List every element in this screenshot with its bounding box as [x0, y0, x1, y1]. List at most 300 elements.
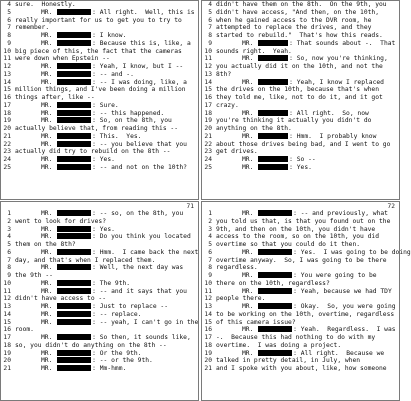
line-text [216, 303, 397, 311]
line-number: 16 [204, 326, 212, 334]
transcript-line [1, 63, 198, 71]
line-text [15, 365, 196, 373]
redaction-bar [258, 40, 288, 46]
transcript-line [202, 288, 399, 296]
spoken-text: : -- I was doing, like, a [92, 78, 187, 86]
redaction-bar [57, 32, 91, 38]
spoken-text: overtime. I was doing a project. [216, 341, 342, 349]
spoken-text: : Yeah, I know I replaced [289, 78, 384, 86]
redaction-bar [258, 272, 292, 278]
line-text [15, 218, 196, 226]
line-number: 5 [7, 241, 11, 248]
line-number: 11 [204, 55, 212, 63]
transcript-line [202, 226, 399, 234]
line-number: 22 [3, 140, 11, 148]
line-number: 15 [3, 86, 11, 94]
line-text [216, 233, 397, 241]
line-text [216, 311, 397, 319]
line-text [216, 63, 397, 71]
line-number: 12 [204, 295, 212, 303]
transcript-line [1, 48, 198, 56]
speaker-label: MR. [41, 248, 53, 256]
transcript-line [202, 17, 399, 25]
spoken-text: : Yes. [92, 225, 115, 233]
redaction-bar [57, 71, 91, 77]
line-number: 17 [204, 334, 212, 341]
transcript-line [1, 79, 198, 87]
line-text [15, 17, 196, 25]
spoken-text: : All right. So, now [289, 109, 369, 117]
spoken-text: access to the room, so on the 10th, you did [216, 233, 380, 241]
transcript-line [202, 264, 399, 272]
line-number: 11 [204, 287, 212, 295]
transcript-line [1, 71, 198, 79]
line-number: 2 [208, 217, 212, 225]
transcript-line [202, 102, 399, 110]
spoken-text: : So, on the 8th, you [92, 117, 172, 125]
line-text [15, 117, 196, 125]
line-number: 20 [204, 125, 212, 132]
line-number: 4 [208, 233, 212, 241]
transcript-line [1, 326, 198, 334]
redaction-bar [57, 141, 91, 147]
spoken-text: people there. [216, 295, 266, 303]
line-text [15, 164, 196, 172]
redaction-bar [258, 249, 292, 255]
transcript-line [202, 233, 399, 241]
line-text [216, 133, 397, 141]
spoken-text: : All right. Because we [293, 349, 385, 357]
speaker-label: MR. [41, 63, 53, 71]
spoken-text: : Yeah, because we had TDY [293, 287, 392, 295]
redaction-bar [57, 110, 91, 116]
speaker-label: MR. [41, 70, 53, 78]
transcript-line [1, 32, 198, 40]
transcript-line [1, 218, 198, 226]
transcript-line [1, 288, 198, 296]
spoken-text: about those drives being bad, and I went to go [216, 140, 391, 148]
transcript-line [1, 164, 198, 172]
spoken-text: : -- and previously, what [293, 210, 388, 218]
spoken-text: : Mm-hmm. [92, 365, 127, 373]
line-number: 5 [7, 8, 11, 16]
line-text [216, 280, 397, 288]
speaker-label: MR. [242, 55, 254, 63]
line-number: 3 [7, 225, 11, 233]
speaker-label: MR. [41, 32, 53, 40]
line-text [216, 55, 397, 63]
line-text [15, 71, 196, 79]
speaker-label: MR. [242, 303, 254, 311]
line-number: 6 [7, 248, 11, 256]
line-number: 4 [208, 1, 212, 8]
spoken-text: you're thinking it actually you didn't do [216, 117, 372, 125]
transcript-line [1, 241, 198, 249]
redaction-bar [258, 79, 288, 85]
spoken-text: : I know. [92, 32, 127, 40]
redaction-bar [57, 233, 91, 239]
spoken-text: : Just to replace -- [92, 303, 168, 311]
speaker-label: MR. [41, 101, 53, 109]
speaker-label: MR. [242, 39, 254, 47]
line-number: 21 [3, 365, 11, 372]
spoken-text: to be working on the 10th, overtime, regardless [216, 310, 395, 318]
line-number: 1 [7, 210, 11, 217]
line-number: 9 [7, 39, 11, 47]
spoken-text: there on the 10th, regardless? [216, 279, 330, 287]
redaction-bar [57, 311, 91, 317]
spoken-text: : -- you believe that you [92, 140, 187, 148]
line-number: 25 [204, 163, 212, 171]
spoken-text: didn't have access, "And then, on the 10th, [216, 8, 380, 16]
line-text [15, 63, 196, 71]
line-text [216, 24, 397, 32]
spoken-text: went to look for drives? [15, 217, 106, 225]
transcript-line [1, 24, 198, 32]
transcript-line [202, 357, 399, 365]
line-text [15, 102, 196, 110]
line-text [15, 233, 196, 241]
line-number: 12 [3, 63, 11, 70]
spoken-text: : Hmm. I probably know [289, 132, 377, 140]
transcript-line [1, 257, 198, 265]
redaction-bar [258, 288, 292, 294]
redaction-bar [258, 350, 292, 356]
redaction-bar [57, 63, 91, 69]
transcript-line [202, 71, 399, 79]
line-text [15, 257, 196, 265]
line-text [15, 156, 196, 164]
spoken-text: : The 9th. [92, 279, 131, 287]
line-number: 16 [3, 326, 11, 334]
line-number: 11 [3, 55, 11, 63]
speaker-label: MR. [41, 117, 53, 125]
transcript-line [202, 319, 399, 327]
speaker-label: MR. [41, 39, 53, 47]
line-text [216, 257, 397, 265]
line-number: 3 [208, 225, 212, 233]
transcript-line [202, 79, 399, 87]
line-text [15, 272, 196, 280]
line-number: 9 [208, 39, 212, 47]
line-number: 11 [3, 287, 11, 295]
spoken-text: regardless. [216, 264, 258, 272]
line-text [216, 9, 397, 17]
spoken-text: big piece of this, the fact that the cameras [15, 47, 182, 55]
spoken-text: the drives on the 10th, because that's when [216, 86, 380, 94]
speaker-label: MR. [242, 78, 254, 86]
line-text [15, 295, 196, 303]
line-text [15, 141, 196, 149]
transcript-lines [202, 1, 399, 172]
spoken-text: them on the 8th? [15, 241, 76, 248]
transcript-line [1, 295, 198, 303]
transcript-line [1, 272, 198, 280]
line-number: 15 [204, 318, 212, 326]
line-text [15, 350, 196, 358]
line-text [216, 86, 397, 94]
spoken-text: anything on the 8th. [216, 125, 292, 132]
line-text [216, 125, 397, 133]
spoken-text: 9th, and then on the 10th, you didn't have [216, 225, 376, 233]
line-text [216, 94, 397, 102]
spoken-text: room. [15, 326, 34, 334]
redaction-bar [57, 303, 91, 309]
line-number: 15 [204, 86, 212, 94]
redaction-bar [57, 249, 91, 255]
line-text [15, 32, 196, 40]
speaker-label: MR. [41, 225, 53, 233]
spoken-text: so, you didn't do anything on the 8th -- [15, 341, 167, 349]
redaction-bar [57, 210, 91, 216]
line-text [15, 248, 199, 257]
line-text [216, 342, 397, 350]
line-number: 13 [3, 70, 11, 78]
line-text [15, 48, 196, 56]
transcript-line [1, 280, 198, 288]
transcript-line [1, 319, 198, 327]
line-text [216, 40, 397, 48]
line-text [216, 141, 397, 149]
line-text [15, 110, 196, 118]
spoken-text: of this camera issue? [216, 318, 296, 326]
page-number: 72 [387, 203, 395, 210]
speaker-label: MR. [41, 287, 53, 295]
speaker-label: MR. [41, 163, 53, 171]
line-number: 20 [3, 357, 11, 365]
line-text [15, 133, 196, 141]
redaction-bar [57, 40, 91, 46]
transcript-line [202, 117, 399, 125]
line-text [216, 319, 397, 327]
line-number: 4 [7, 233, 11, 241]
transcript-line [202, 311, 399, 319]
transcript-line [202, 164, 399, 172]
spoken-text: : Well, the next day was [92, 264, 184, 272]
redaction-bar [57, 117, 91, 123]
redaction-bar [258, 110, 288, 116]
line-text [15, 280, 196, 288]
line-number: 19 [3, 117, 11, 125]
line-number: 7 [208, 256, 212, 264]
line-number: 24 [204, 156, 212, 163]
line-number: 21 [204, 365, 212, 372]
line-number: 16 [3, 94, 11, 101]
line-number: 6 [208, 16, 212, 24]
spoken-text: get drives. [216, 148, 258, 156]
redaction-bar [57, 288, 91, 294]
line-number: 8 [7, 264, 11, 272]
spoken-text: didn't have them on the 8th. On the 9th, you [216, 1, 387, 8]
transcript-line [202, 110, 399, 118]
transcript-line [202, 257, 399, 265]
speaker-label: MR. [41, 233, 53, 241]
line-number: 19 [204, 117, 212, 125]
transcript-line [1, 342, 198, 350]
transcript-line [1, 303, 198, 311]
line-number: 21 [3, 132, 11, 140]
transcript-line [202, 365, 399, 373]
line-number: 10 [204, 47, 212, 55]
transcript-lines [202, 210, 411, 373]
speaker-label: MR. [242, 248, 254, 256]
transcript-page [0, 0, 199, 200]
spoken-text: : Yeah. Regardless. I was [293, 326, 396, 334]
line-text [216, 110, 397, 118]
page-number: 71 [186, 203, 194, 210]
line-text [15, 79, 196, 87]
transcript-line [1, 1, 198, 9]
line-number: 6 [7, 16, 11, 24]
line-number: 13 [204, 70, 212, 78]
line-number: 7 [7, 256, 11, 264]
speaker-label: MR. [41, 109, 53, 117]
spoken-text: : -- this happened. [92, 109, 165, 117]
redaction-bar [57, 156, 91, 162]
line-text [15, 357, 196, 365]
line-text [15, 226, 196, 234]
line-number: 19 [204, 349, 212, 357]
line-text [216, 264, 397, 272]
speaker-label: MR. [242, 109, 254, 117]
transcript-line [202, 148, 399, 156]
line-number: 12 [3, 295, 11, 303]
redaction-bar [258, 326, 292, 332]
line-text [216, 365, 397, 373]
spoken-text: : Because this is, like, a [92, 39, 191, 47]
transcript-line [202, 218, 399, 226]
line-number: 25 [3, 163, 11, 171]
line-number: 13 [204, 303, 212, 310]
redaction-bar [57, 133, 91, 139]
line-text [216, 272, 397, 280]
transcript-line [1, 210, 198, 218]
line-text [15, 148, 196, 156]
line-number: 17 [3, 101, 11, 109]
spoken-text: : Yes. [92, 156, 115, 164]
line-number: 18 [3, 109, 11, 117]
transcript-lines [1, 210, 198, 373]
redaction-bar [57, 164, 91, 170]
speaker-label: MR. [41, 279, 53, 287]
spoken-text: overtime anyway. So, I was going to be there [216, 256, 387, 264]
transcript-line [1, 264, 198, 272]
spoken-text: : Yeah, I know, but I -- [92, 63, 184, 71]
redaction-bar [57, 264, 91, 270]
speaker-label: MR. [41, 365, 53, 373]
line-number: 17 [204, 101, 212, 109]
transcript-line [202, 1, 399, 9]
spoken-text: they told me, like, not to do it, and it got [216, 94, 383, 101]
spoken-text: : -- and -. [92, 70, 134, 78]
line-text [216, 210, 397, 218]
line-text [15, 326, 196, 334]
spoken-text: and I spoke with you about, like, how someone [216, 365, 387, 372]
line-text [216, 71, 397, 79]
speaker-label: MR. [41, 156, 53, 164]
redaction-bar [258, 164, 288, 170]
line-number: 10 [3, 47, 11, 55]
redaction-bar [57, 226, 91, 232]
transcript-line [1, 156, 198, 164]
line-number: 22 [204, 140, 212, 148]
line-text [15, 288, 196, 296]
speaker-label: MR. [242, 287, 254, 295]
transcript-line [1, 141, 198, 149]
line-text [15, 334, 196, 342]
transcript-line [202, 350, 399, 358]
line-text [15, 311, 196, 319]
spoken-text: you told us that, is that you found out on the [216, 217, 391, 225]
spoken-text: the 9th -- [15, 272, 53, 279]
line-number: 5 [208, 8, 212, 16]
line-text [216, 357, 397, 365]
line-text [15, 303, 196, 311]
spoken-text: were down when Epstein -- [15, 55, 110, 63]
line-number: 7 [208, 24, 212, 32]
line-number: 18 [204, 341, 212, 349]
transcript-line [1, 226, 198, 234]
spoken-text: : So, now you're thinking, [289, 55, 388, 63]
spoken-text: when he gained access to the DVR room, he [216, 16, 372, 24]
spoken-text: didn't have access to -- [15, 295, 106, 303]
speaker-label: MR. [242, 210, 254, 218]
spoken-text: started to rebuild." That's how this reads. [216, 32, 383, 39]
transcript-line [1, 17, 198, 25]
transcript-line [202, 303, 399, 311]
spoken-text: overtime so that you could do it then. [216, 241, 361, 248]
spoken-text: day, and that's when I replaced them. [15, 256, 156, 264]
spoken-text: : All right. Well, this is [92, 8, 195, 16]
line-number: 23 [3, 148, 11, 156]
line-number: 14 [204, 78, 212, 86]
spoken-text: : Yes. I was going to be doing [293, 248, 411, 256]
transcript-line [1, 311, 198, 319]
line-number: 4 [7, 1, 11, 8]
transcript-line [202, 48, 399, 56]
speaker-label: MR. [41, 357, 53, 365]
spoken-text: : So -- [289, 156, 316, 164]
line-text [216, 164, 397, 172]
transcript-line [202, 24, 399, 32]
line-text [216, 79, 397, 87]
redaction-bar [57, 357, 91, 363]
speaker-label: MR. [41, 78, 53, 86]
line-text [15, 264, 196, 272]
line-number: 2 [7, 217, 11, 225]
transcript-line [202, 32, 399, 40]
spoken-text: actually believe that, from reading this -- [15, 125, 179, 132]
line-text [216, 326, 397, 334]
spoken-text: : Hmm. I came back the next [92, 248, 199, 256]
spoken-text: : Okay. So, you were going [293, 303, 396, 311]
redaction-bar [258, 133, 288, 139]
line-number: 14 [204, 310, 212, 318]
transcript-line [202, 210, 399, 218]
line-number: 23 [204, 148, 212, 156]
transcript-line [202, 94, 399, 102]
line-number: 17 [3, 334, 11, 341]
line-text [216, 226, 397, 234]
speaker-label: MR. [41, 210, 53, 218]
redaction-bar [258, 210, 292, 216]
line-text [216, 334, 397, 342]
speaker-label: MR. [41, 140, 53, 148]
speaker-label: MR. [242, 132, 254, 140]
line-text [216, 148, 397, 156]
line-number: 15 [3, 318, 11, 326]
spoken-text: : Yes. [289, 163, 312, 171]
